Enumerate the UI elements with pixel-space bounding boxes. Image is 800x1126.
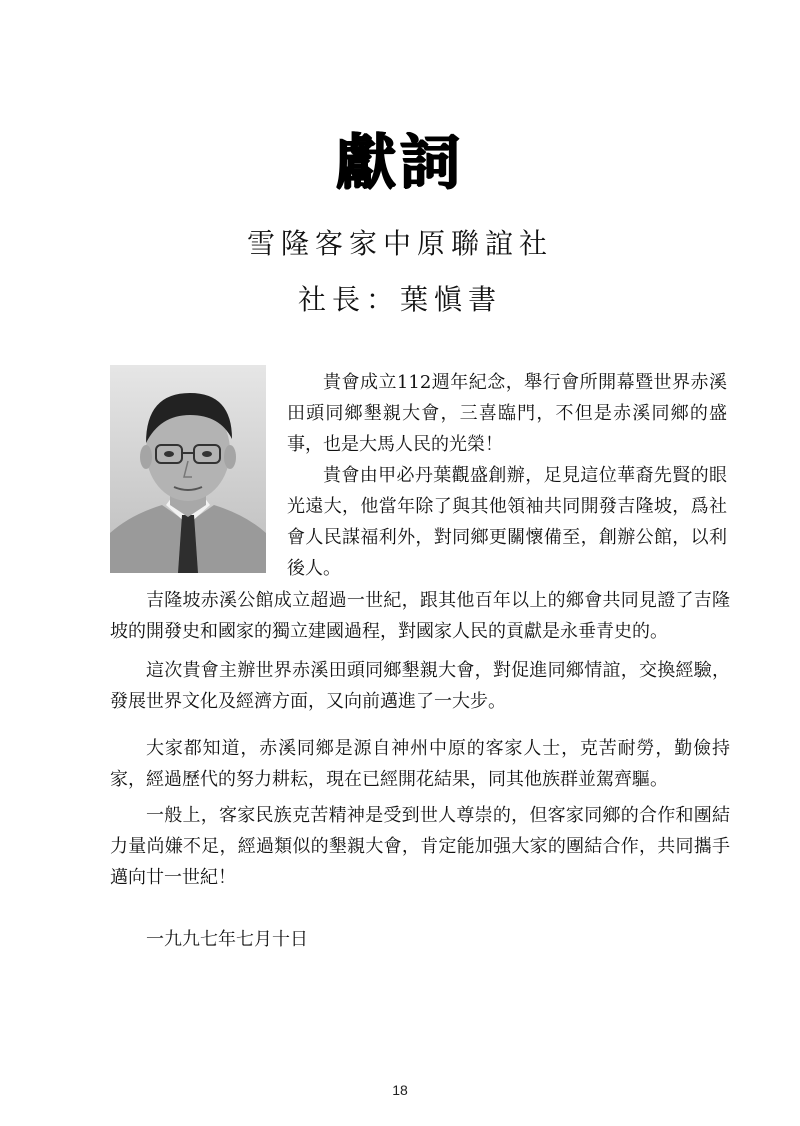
paragraph-6: 一般上，客家民族克苦精神是受到世人尊崇的，但客家同鄉的合作和團結力量尚嫌不足，經過類似的墾親大會，肯定能加强大家的團結合作，共同攜手邁向廿一世紀！ — [110, 805, 730, 888]
paragraph-4: 這次貴會主辦世界赤溪田頭同鄉墾親大會，對促進同鄉情誼，交換經驗，發展世界文化及經濟方面，又向前邁進了一大步。 — [110, 660, 730, 712]
paragraph-2: 貴會由甲必丹葉觀盛創辦，足見這位華裔先賢的眼光遠大，他當年除了與其他領袖共同開發吉隆坡，爲社會人民謀福利外，對同鄉更關懷備至，創辦公館，以利後人。 — [287, 465, 727, 579]
page-number: 18 — [392, 1082, 408, 1098]
paragraph-3: 吉隆坡赤溪公館成立超過一世紀，跟其他百年以上的鄉會共同見證了吉隆坡的開發史和國家的獨立建國過程，對國家人民的貢獻是永垂青史的。 — [110, 590, 730, 642]
organization-name: 雪隆客家中原聯誼社 — [246, 227, 553, 260]
president-name: 社長：葉愼書 — [297, 283, 502, 316]
page-title: 獻詞 — [336, 128, 464, 198]
paragraph-1: 貴會成立112週年紀念，舉行會所開幕暨世界赤溪田頭同鄉墾親大會，三喜臨門，不但是赤溪同鄉的盛事，也是大馬人民的光榮！ — [287, 372, 727, 455]
paragraph-5: 大家都知道，赤溪同鄉是源自神州中原的客家人士，克苦耐勞，勤儉持家，經過歷代的努力耕耘，現在已經開花結果，同其他族群並駕齊驅。 — [110, 738, 730, 790]
date: 一九九七年七月十日 — [146, 929, 308, 950]
portrait-photo — [110, 365, 266, 573]
